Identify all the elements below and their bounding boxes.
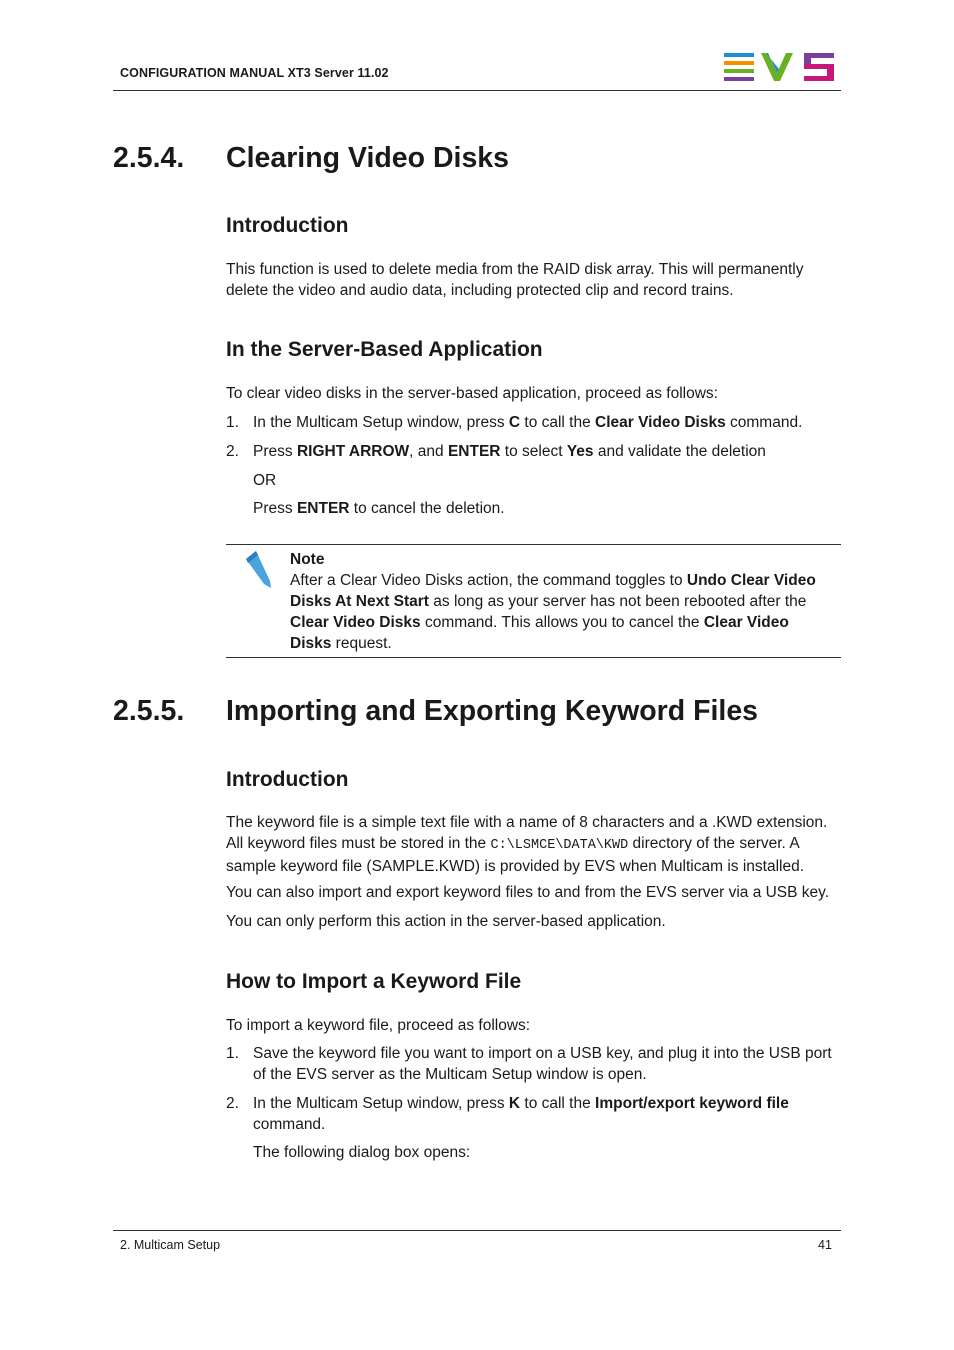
list-item: Save the keyword file you want to import on a USB key, and plug it into the USB port of the EVS server as the Multicam Setup window is open.: [253, 1045, 832, 1083]
list-item: In the Multicam Setup window, press K to call the Import/export keyword file command.: [253, 1095, 789, 1133]
paragraph: To import a keyword file, proceed as follows:: [226, 1017, 531, 1034]
paragraph: You can also import and export keyword files to and from the EVS server via a USB key.: [226, 884, 830, 901]
section-title: Importing and Exporting Keyword Files: [226, 695, 759, 727]
page-number: 41: [818, 1238, 832, 1252]
list-number: 2.: [226, 1095, 239, 1112]
paragraph: This function is used to delete media from the RAID disk array. This will permanently delete the video and audio data, including protected clip and record trains.: [226, 261, 804, 299]
subsection-heading: Introduction: [226, 214, 349, 237]
evs-logo: [724, 53, 836, 81]
section-number: 2.5.5.: [113, 695, 185, 727]
subsection-heading: Introduction: [226, 768, 349, 791]
list-continuation: Press ENTER to cancel the deletion.: [253, 500, 505, 517]
section-number: 2.5.4.: [113, 142, 185, 174]
paragraph: To clear video disks in the server-based application, proceed as follows:: [226, 385, 718, 402]
note-top-rule: [226, 544, 841, 545]
subsection-heading: In the Server-Based Application: [226, 338, 543, 361]
list-item: In the Multicam Setup window, press C to call the Clear Video Disks command.: [253, 414, 803, 431]
section-title: Clearing Video Disks: [226, 142, 509, 174]
footer-chapter: 2. Multicam Setup: [120, 1238, 221, 1252]
list-number: 1.: [226, 414, 239, 431]
list-number: 1.: [226, 1045, 239, 1062]
list-item: Press RIGHT ARROW, and ENTER to select Yes and validate the deletion: [253, 443, 766, 460]
list-continuation: OR: [253, 472, 277, 489]
header-divider: [113, 90, 841, 91]
note-label: Note: [290, 551, 325, 568]
list-number: 2.: [226, 443, 239, 460]
subsection-heading: How to Import a Keyword File: [226, 970, 522, 993]
note-bottom-rule: [226, 657, 841, 658]
pencil-icon: [244, 551, 272, 589]
file-path: C:\LSMCE\DATA\KWD: [490, 838, 629, 853]
paragraph: The keyword file is a simple text file with a name of 8 characters and a .KWD extension. All keyword files must be stored in the C:\LSMCE\DATA\KWD directory of the server. A sample keyword file (SAMPLE.KWD) is provided by EVS when Multicam is installed.: [226, 814, 828, 875]
footer-divider: [113, 1230, 841, 1231]
paragraph: You can only perform this action in the server-based application.: [226, 913, 666, 930]
header-title: CONFIGURATION MANUAL XT3 Server 11.02: [120, 66, 389, 80]
note-content: Note After a Clear Video Disks action, the command toggles to Undo Clear Video Disks At Next Start as long as your server has not been rebooted after the Clear Video Disks command. This allows you to cancel the Clear Video Disks request.: [290, 549, 840, 654]
list-continuation: The following dialog box opens:: [253, 1144, 471, 1161]
